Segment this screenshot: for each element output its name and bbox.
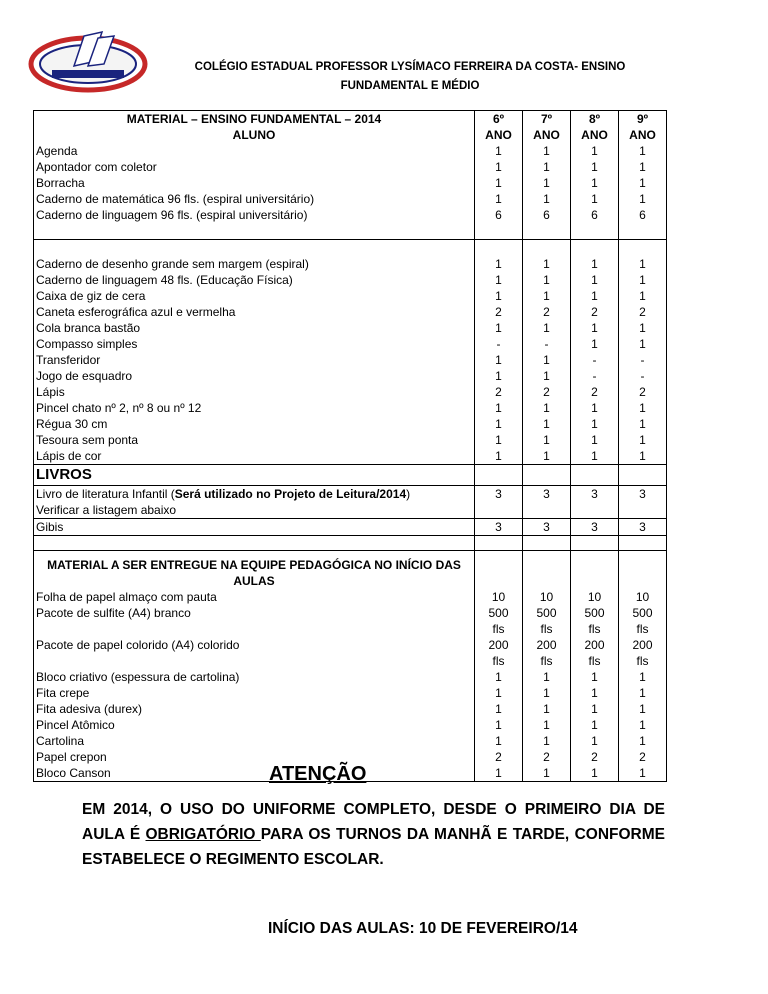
qty: 1 [495,192,502,206]
grade-header: ANO [581,128,608,142]
entrega-qty: 2 [639,750,646,764]
atencao-heading: ATENÇÃO [269,763,367,785]
qty: 2 [495,305,502,319]
entrega-item-label: Bloco criativo (espessura de cartolina) [36,670,240,684]
entrega-items-cell [34,551,475,782]
entrega-qty: 500 [536,606,557,620]
entrega-qty: 1 [591,734,598,748]
entrega-qty: 1 [495,670,502,684]
item-label: Agenda [36,144,78,158]
qty: 3 [639,487,646,501]
classes-start-date: INÍCIO DAS AULAS: 10 DE FEVEREIRO/14 [268,920,578,937]
item-label: Régua 30 cm [36,417,108,431]
entrega-qty: 1 [495,766,502,780]
entrega-item-label: Fita crepe [36,686,90,700]
grade-7-column [523,240,571,465]
entrega-qty: 1 [639,670,646,684]
qty: 1 [495,160,502,174]
entrega-qty: 200 [536,638,557,652]
qty: 1 [495,321,502,335]
qty: - [640,369,645,383]
grade-8-column [571,551,619,782]
entrega-qty: 2 [591,750,598,764]
qty: 1 [543,257,550,271]
qty: 1 [495,449,502,463]
entrega-qty: 1 [639,766,646,780]
qty: 2 [543,385,550,399]
entrega-qty: 500 [488,606,509,620]
qty: 1 [591,321,598,335]
qty: 1 [639,417,646,431]
grade-header: 9º [636,112,649,126]
qty: 1 [591,337,598,351]
entrega-item-label: Bloco Canson [36,766,111,780]
item-label: Caneta esferográfica azul e vermelha [36,305,236,319]
entrega-qty: 1 [495,702,502,716]
qty: 1 [591,273,598,287]
entrega-qty: 1 [543,702,550,716]
qty: 3 [543,520,550,534]
entrega-qty: 1 [543,686,550,700]
qty: 1 [591,401,598,415]
livros-item-label: Livro de literatura Infantil (Será utilizado no Projeto de Leitura/2014) [36,487,411,501]
item-label: Borracha [36,176,85,190]
entrega-qty: 1 [591,670,598,684]
qty: 1 [639,449,646,463]
entrega-qty: fls [636,654,649,668]
entrega-qty: fls [636,622,649,636]
entrega-qty: 2 [495,750,502,764]
school-name-line1: COLÉGIO ESTADUAL PROFESSOR LYSÍMACO FERREIRA DA COSTA- ENSINO [194,61,626,73]
qty: 1 [495,176,502,190]
qty: 2 [495,385,502,399]
entrega-qty: fls [492,654,505,668]
entrega-item-label: Folha de papel almaço com pauta [36,590,217,604]
qty: 1 [639,337,646,351]
entrega-item-label: Cartolina [36,734,85,748]
qty: 1 [591,144,598,158]
grade-6-column [475,111,523,240]
grade-9-column [619,111,667,240]
qty: 3 [591,520,598,534]
item-label: Cola branca bastão [36,321,141,335]
qty: 1 [639,192,646,206]
grade-8-column [571,240,619,465]
item-label: Transferidor [36,353,101,367]
school-header [150,58,670,96]
entrega-qty: fls [540,654,553,668]
qty: 1 [495,144,502,158]
entrega-qty: 1 [495,734,502,748]
item-label: Apontador com coletor [36,160,157,174]
qty: 2 [639,385,646,399]
obrigatorio-text: OBRIGATÓRIO [145,826,261,843]
grade-header: ANO [485,128,512,142]
entrega-item-label: Papel crepon [36,750,107,764]
entrega-item-label: Pincel Atômico [36,718,115,732]
entrega-qty: 1 [591,766,598,780]
qty: 1 [639,433,646,447]
grade-7-column [523,551,571,782]
qty: 3 [591,487,598,501]
entrega-qty: 200 [488,638,509,652]
grade-7-column [523,111,571,240]
item-label: Jogo de esquadro [36,369,133,383]
entrega-qty: 1 [543,718,550,732]
entrega-qty: 1 [495,718,502,732]
grade-6-column [475,240,523,465]
entrega-item-label: Fita adesiva (durex) [36,702,143,716]
entrega-qty: 1 [639,734,646,748]
entrega-item-label [36,621,472,637]
qty: 1 [591,192,598,206]
qty: 1 [543,321,550,335]
grade-9-column [619,240,667,465]
qty: 2 [639,305,646,319]
qty: 1 [543,369,550,383]
entrega-qty: 1 [543,766,550,780]
qty: 6 [591,208,598,222]
qty: 1 [495,289,502,303]
entrega-qty: 1 [495,686,502,700]
qty: 1 [639,176,646,190]
school-logo [28,26,148,94]
item-label: Caderno de linguagem 48 fls. (Educação Física) [36,273,293,287]
qty: 2 [591,385,598,399]
material-table [33,110,667,782]
qty: 1 [495,417,502,431]
grade-6-column [475,551,523,782]
entrega-qty: 500 [632,606,653,620]
entrega-qty: 1 [543,670,550,684]
qty: - [544,337,549,351]
qty: 1 [543,433,550,447]
entrega-qty: 10 [587,590,602,604]
qty: 1 [639,321,646,335]
entrega-qty: 2 [543,750,550,764]
school-name-line2: FUNDAMENTAL E MÉDIO [340,80,480,92]
entrega-qty: 10 [635,590,650,604]
qty: 1 [495,401,502,415]
entrega-qty: fls [588,654,601,668]
item-label: Caderno de matemática 96 fls. (espiral universitário) [36,192,315,206]
livros-heading: LIVROS [36,466,92,483]
qty: 3 [639,520,646,534]
qty: 1 [543,144,550,158]
grade-header: 6º [492,112,505,126]
entrega-qty: 10 [539,590,554,604]
qty: 1 [591,449,598,463]
entrega-item-label [36,653,472,669]
livros-heading-cell [34,465,475,486]
grade-header: ANO [629,128,656,142]
qty: 1 [543,192,550,206]
qty: 1 [591,433,598,447]
qty: 2 [591,305,598,319]
grade-9-column [619,551,667,782]
qty: - [640,353,645,367]
qty: 2 [543,305,550,319]
item-label: Pincel chato nº 2, nº 8 ou nº 12 [36,401,202,415]
entrega-qty: 1 [591,718,598,732]
item-label: Lápis de cor [36,449,102,463]
qty: 1 [543,160,550,174]
entrega-qty: fls [588,622,601,636]
qty: 1 [495,353,502,367]
item-label: Compasso simples [36,337,138,351]
entrega-qty: 1 [639,686,646,700]
group2-items-cell [34,240,475,465]
table-subtitle: ALUNO [232,128,276,142]
entrega-qty: 200 [584,638,605,652]
qty: - [592,369,597,383]
gibis-row [34,519,475,536]
entrega-qty: 10 [491,590,506,604]
qty: 1 [591,417,598,431]
entrega-qty: 1 [639,718,646,732]
qty: 1 [639,273,646,287]
qty: 1 [543,176,550,190]
gibis-label: Gibis [36,520,64,534]
qty: - [592,353,597,367]
item-label: Caixa de giz de cera [36,289,146,303]
entrega-qty: 1 [543,734,550,748]
item-label: Tesoura sem ponta [36,433,139,447]
qty: 3 [543,487,550,501]
qty: 1 [495,257,502,271]
qty: 1 [639,257,646,271]
entrega-qty: 1 [591,702,598,716]
grade-header: 8º [588,112,601,126]
entrega-title-line2: AULAS [233,574,275,588]
qty: 1 [639,289,646,303]
qty: 1 [591,257,598,271]
livros-item-note: Verificar a listagem abaixo [36,503,177,517]
qty: 1 [639,144,646,158]
qty: 3 [495,520,502,534]
uniform-notice: EM 2014, O USO DO UNIFORME COMPLETO, DESDE O PRIMEIRO DIA DE AULA É OBRIGATÓRIO PARA OS TURNOS DA MANHÃ E TARDE, CONFORME ESTABELECE O REGIMENTO ESCOLAR. [82,801,665,868]
qty: 6 [495,208,502,222]
qty: 1 [591,176,598,190]
qty: 6 [543,208,550,222]
entrega-qty: 1 [639,702,646,716]
qty: 1 [543,289,550,303]
entrega-item-label: Pacote de papel colorido (A4) colorido [36,638,240,652]
grade-header: ANO [533,128,560,142]
qty: 3 [495,487,502,501]
item-label: Caderno de linguagem 96 fls. (espiral universitário) [36,208,308,222]
entrega-qty: 1 [591,686,598,700]
qty: 1 [543,449,550,463]
qty: 1 [639,160,646,174]
qty: - [496,337,501,351]
entrega-title: MATERIAL A SER ENTREGUE NA EQUIPE PEDAGÓGICA NO INÍCIO DAS [47,558,461,572]
entrega-item-label: Pacote de sulfite (A4) branco [36,606,191,620]
qty: 1 [543,273,550,287]
item-label: Lápis [36,385,65,399]
qty: 1 [591,289,598,303]
grade-header: 7º [540,112,553,126]
entrega-qty: fls [492,622,505,636]
qty: 1 [543,353,550,367]
qty: 1 [495,433,502,447]
qty: 1 [543,417,550,431]
entrega-qty: 200 [632,638,653,652]
table-title: MATERIAL – ENSINO FUNDAMENTAL – 2014 [126,112,382,126]
item-label: Caderno de desenho grande sem margem (espiral) [36,257,309,271]
livros-row [34,486,475,519]
qty: 1 [543,401,550,415]
entrega-qty: fls [540,622,553,636]
entrega-qty: 500 [584,606,605,620]
qty: 1 [495,273,502,287]
qty: 1 [639,401,646,415]
group1-items-cell [34,111,475,240]
grade-8-column [571,111,619,240]
qty: 1 [591,160,598,174]
qty: 6 [639,208,646,222]
qty: 1 [495,369,502,383]
